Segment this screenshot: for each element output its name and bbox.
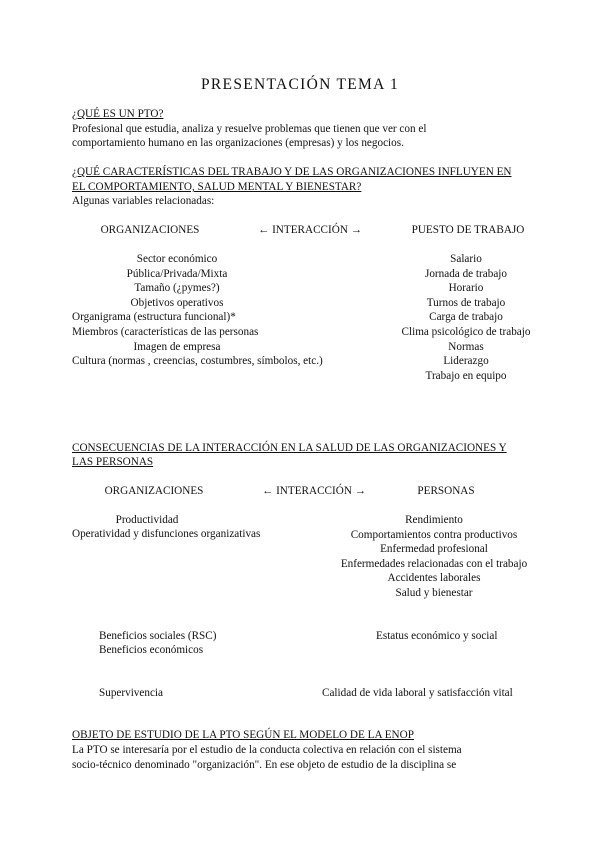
q3-left-group-1 xyxy=(72,513,222,528)
list-item: Clima psicológico de trabajo xyxy=(401,325,531,338)
list-item: Jornada de trabajo xyxy=(424,267,507,280)
list-item: Cultura (normas , creencias, costumbres, símbolos, etc.) xyxy=(72,355,323,368)
list-item: Turnos de trabajo xyxy=(426,296,506,309)
q2-col-left-header: ORGANIZACIONES xyxy=(100,224,200,236)
list-item: Miembros (características de las personas xyxy=(72,325,259,338)
q2-heading-line-1: ¿QUÉ CARACTERÍSTICAS DEL TRABAJO Y DE LAS ORGANIZACIONES INFLUYEN EN xyxy=(72,166,512,178)
q1-heading: ¿QUÉ ES UN PTO? xyxy=(72,108,164,120)
list-item: Salario xyxy=(450,253,482,265)
list-item: Tamaño (¿pymes?) xyxy=(134,282,220,295)
list-item: Pública/Privada/Mixta xyxy=(126,267,228,280)
list-item: Rendimiento xyxy=(405,514,463,526)
list-item: Carga de trabajo xyxy=(429,311,503,324)
list-item: Sector económico xyxy=(136,253,218,265)
q3-col-right-header: PERSONAS xyxy=(417,485,475,497)
list-item: Estatus económico y social xyxy=(376,630,498,642)
list-item: Calidad de vida laboral y satisfacción vital xyxy=(322,687,513,699)
list-item: Comportamientos contra productivos xyxy=(350,528,518,541)
q2-col-right-header: PUESTO DE TRABAJO xyxy=(411,224,525,236)
q3-col-mid-header: ← INTERACCIÓN → xyxy=(262,485,366,497)
list-item: Enfermedad profesional xyxy=(380,543,488,556)
list-item: Horario xyxy=(448,282,484,295)
page-title: PRESENTACIÓN TEMA 1 xyxy=(201,76,399,93)
list-item: Operatividad y disfunciones organizativas xyxy=(72,528,261,540)
list-item: Beneficios económicos xyxy=(99,644,204,656)
q2-heading-line-2: EL COMPORTAMIENTO, SALUD MENTAL Y BIENESTAR? xyxy=(72,181,362,193)
list-item: Enfermedades relacionadas con el trabajo xyxy=(340,557,528,570)
q3-heading-line-1: CONSECUENCIAS DE LA INTERACCIÓN EN LA SALUD DE LAS ORGANIZACIONES Y xyxy=(72,442,507,454)
q2-intro: Algunas variables relacionadas: xyxy=(72,195,215,207)
list-item: Organigrama (estructura funcional)* xyxy=(72,311,236,324)
list-item: Normas xyxy=(448,340,484,353)
list-item: Salud y bienestar xyxy=(395,586,473,599)
q4-line-1: La PTO se interesaría por el estudio de la conducta colectiva en relación con el sistema xyxy=(72,744,462,756)
q3-col-left-header: ORGANIZACIONES xyxy=(104,485,204,497)
list-item: Objetivos operativos xyxy=(130,296,224,309)
list-item: Trabajo en equipo xyxy=(425,369,507,382)
q3-right-group-1 xyxy=(316,513,552,601)
q4-line-2: socio-técnico denominado "organización". En ese objeto de estudio de la disciplina se xyxy=(72,759,457,771)
list-item: Accidentes laborales xyxy=(387,572,481,585)
q4-heading: OBJETO DE ESTUDIO DE LA PTO SEGÚN EL MODELO DE LA ENOP xyxy=(72,729,414,741)
q3-heading-line-2: LAS PERSONAS xyxy=(72,456,154,468)
q1-line-1: Profesional que estudia, analiza y resuelve problemas que tienen que ver con el xyxy=(72,123,427,135)
q2-right-list xyxy=(380,252,552,383)
list-item: Imagen de empresa xyxy=(133,340,221,353)
list-item: Productividad xyxy=(115,514,179,526)
q2-left-list xyxy=(72,252,323,369)
q2-col-mid-header: ← INTERACCIÓN → xyxy=(258,224,362,236)
list-item: Supervivencia xyxy=(99,687,163,699)
list-item: Beneficios sociales (RSC) xyxy=(99,630,217,642)
list-item: Liderazgo xyxy=(443,355,489,368)
q1-line-2: comportamiento humano en las organizaciones (empresas) y los negocios. xyxy=(72,137,404,149)
